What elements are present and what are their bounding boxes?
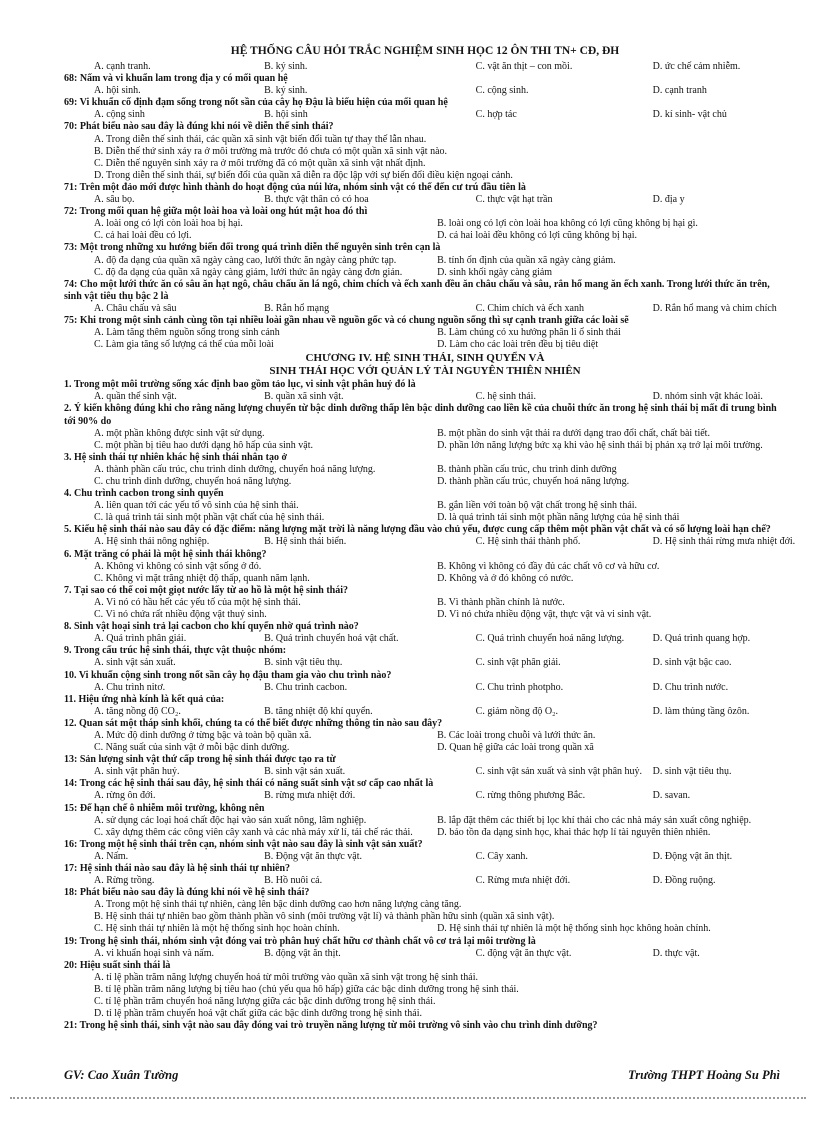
question (64, 621, 786, 645)
option-row (64, 146, 786, 158)
answer-option: A. quần thể sinh vật. (94, 391, 177, 403)
question-stem: 7. Tại sao có thể coi một giọt nước lấy từ ao hồ là một hệ sinh thái? (64, 584, 349, 596)
answer-option: B. Hệ sinh thái tự nhiên bao gồm thành phần vô sinh (môi trường vật lí) và thành phần hữu sinh (quần xã sinh vật). (94, 911, 555, 923)
answer-option: B. rừng mưa nhiệt đới. (264, 790, 356, 802)
answer-option: A. Nấm. (94, 850, 129, 862)
answer-option: A. sinh vật phân huỷ. (94, 766, 180, 778)
answer-option: C. Hệ sinh thái tự nhiên là một hệ thống sinh học hoàn chỉnh. (94, 923, 340, 935)
answer-option: D. Quá trình quang hợp. (652, 633, 751, 645)
option-row (64, 255, 786, 267)
answer-option: D. sinh khối ngày càng giảm (437, 266, 553, 278)
answer-option: C. độ đa dạng của quần xã ngày càng giảm, lưới thức ăn ngày càng đơn giản. (94, 266, 403, 278)
answer-option: D. Hệ sinh thái rừng mưa nhiệt đới. (652, 536, 796, 548)
answer-option: A. Chu trình nitơ. (94, 681, 166, 693)
answer-option: D. sinh vật tiêu thụ. (652, 766, 732, 778)
question-stem: 6. Mặt trăng có phải là một hệ sinh thái không? (64, 548, 267, 560)
answer-option: C. Quá trình chuyển hoá năng lượng. (475, 633, 625, 645)
chapter-heading (64, 352, 786, 378)
answer-option: C. Năng suất của sinh vật ở mỗi bậc dinh dưỡng. (94, 742, 290, 754)
option-row (64, 706, 786, 718)
option-row (64, 428, 786, 440)
answer-option: D. tỉ lệ phần trăm chuyển hoá vật chất giữa các bậc dinh dưỡng trong hệ sinh thái. (94, 1008, 422, 1020)
answer-option: B. tỉ lệ phần trăm năng lượng bị tiêu hao (chủ yếu qua hô hấp) giữa các bậc dinh dưỡng trong hệ sinh thái. (94, 983, 519, 995)
question (64, 839, 786, 863)
option-row (64, 1008, 786, 1020)
option-row (64, 609, 786, 621)
answer-option: B. Hệ sinh thái biển. (264, 536, 347, 548)
question-stem: 11. Hiệu ứng nhà kính là kết quả của: (64, 693, 225, 705)
question (64, 694, 786, 718)
question (64, 803, 786, 839)
answer-option: A. Rừng trồng. (94, 875, 155, 887)
answer-option: B. Làm chúng có xu hướng phân li ổ sinh thái (437, 327, 621, 339)
option-row (64, 267, 786, 279)
answer-option: D. Động vật ăn thịt. (652, 850, 733, 862)
answer-option: C. Vì nó chứa rất nhiều động vật thuỷ sinh. (94, 609, 267, 621)
option-row (64, 633, 786, 645)
option-row (64, 948, 786, 960)
option-row (64, 500, 786, 512)
answer-option: C. Cây xanh. (475, 850, 528, 862)
answer-option: C. sinh vật sản xuất và sinh vật phân huỷ. (475, 766, 643, 778)
option-row (64, 984, 786, 996)
option-row (64, 851, 786, 863)
answer-option: A. hội sinh. (94, 85, 141, 97)
answer-option: C. sinh vật phân giải. (475, 657, 561, 669)
answer-option: C. Chu trình photpho. (475, 681, 564, 693)
option-row (64, 875, 786, 887)
answer-option: A. tỉ lệ phần trăm năng lượng chuyển hoá từ môi trường vào quần xã sinh vật trong hệ sinh thái. (94, 971, 478, 983)
answer-option: C. Diễn thế nguyên sinh xảy ra ở môi trường đã có một quần xã sinh vật nhất định. (94, 157, 426, 169)
answer-option: A. độ đa dạng của quần xã ngày càng cao, lưới thức ăn ngày càng phức tạp. (94, 254, 397, 266)
option-row (64, 230, 786, 242)
answer-option: B. Quá trình chuyển hoá vật chất. (264, 633, 399, 645)
answer-option: A. Làm tăng thêm nguồn sống trong sinh cảnh (94, 327, 280, 339)
chapter-title-line1: CHƯƠNG IV. HỆ SINH THÁI, SINH QUYỂN VÀ (305, 352, 545, 365)
answer-option: A. liên quan tới các yếu tố vô sinh của hệ sinh thái. (94, 500, 299, 512)
option-row (64, 899, 786, 911)
answer-option: A. loài ong có lợi còn loài hoa bị hại. (94, 218, 243, 230)
option-row (64, 170, 786, 182)
answer-option: C. cả hai loài đều có lợi. (94, 230, 192, 242)
option-row (64, 440, 786, 452)
question (64, 315, 786, 351)
answer-option: D. Đồng ruộng. (652, 875, 716, 887)
option-row (64, 790, 786, 802)
answer-option: B. động vật ăn thịt. (264, 947, 341, 959)
answer-option: B. quần xã sinh vật. (264, 391, 344, 403)
question (64, 121, 786, 181)
option-row (64, 327, 786, 339)
question-stem: 2. Ý kiến không đúng khi cho rằng năng lượng chuyển từ bậc dinh dưỡng thấp lên bậc dinh dưỡng cao liền kề của chuỗi thức ăn trong hệ sinh thái bị mất đi trung bình tới 90% do (64, 403, 777, 427)
question (64, 97, 786, 121)
answer-option: D. cả hai loài đều không có lợi cũng không bị hại. (437, 230, 638, 242)
answer-option: C. Hệ sinh thái thành phố. (475, 536, 581, 548)
question-stem: 74: Cho một lưới thức ăn có sâu ăn hạt ngô, châu chấu ăn lá ngô, chim chích và ếch xanh đều ăn châu chấu và sâu, rắn hổ mang ăn ếch xanh. Trong lưới thức ăn trên, sinh vật tiêu thụ bậc 2 là (64, 278, 770, 302)
footer-teacher-name: GV: Cao Xuân Tường (64, 1067, 179, 1082)
answer-option: D. là quá trình tái sinh một phần năng lượng của hệ sinh thái (437, 512, 680, 524)
question-stem: 3. Hệ sinh thái tự nhiên khác hệ sinh thái nhân tạo ở (64, 451, 287, 463)
option-row (64, 464, 786, 476)
answer-option: C. Không vì mặt trăng nhiệt độ thấp, quanh năm lạnh. (94, 572, 310, 584)
answer-option: D. cạnh tranh (652, 85, 707, 97)
answer-option: A. Quá trình phân giải. (94, 633, 187, 645)
answer-option: C. động vật ăn thực vật. (475, 947, 572, 959)
question-stem: 20: Hiệu suất sinh thái là (64, 959, 171, 971)
option-row (64, 512, 786, 524)
answer-option: A. sâu bọ. (94, 194, 135, 206)
answer-option: B. tăng nhiệt độ khí quyển. (264, 705, 373, 717)
question-stem: 5. Kiểu hệ sinh thái nào sau đây có đặc điểm: năng lượng mặt trời là năng lượng đầu vào chủ yếu, được cung cấp thêm một phần vật chất và có số lượng loài hạn chế? (64, 524, 771, 536)
answer-option: A. rừng ôn đới. (94, 790, 156, 802)
answer-option: C. hệ sinh thái. (475, 391, 536, 403)
answer-option: C. tỉ lệ phần trăm chuyển hoá năng lượng giữa các bậc dinh dưỡng trong hệ sinh thái. (94, 996, 436, 1008)
answer-option: A. Trong diễn thế sinh thái, các quần xã sinh vật biến đổi tuần tự thay thế lẫn nhau. (94, 133, 427, 145)
question (64, 718, 786, 754)
answer-option: B. thành phần cấu trúc, chu trình dinh dưỡng (437, 463, 617, 475)
question (64, 863, 786, 887)
option-row (64, 682, 786, 694)
page-footer (64, 1069, 780, 1081)
answer-option: B. Chu trình cacbon. (264, 681, 348, 693)
question-stem: 73: Một trong những xu hướng biến đổi trong quá trình diễn thế nguyên sinh trên cạn là (64, 242, 441, 254)
answer-option: B. Vì thành phần chính là nước. (437, 596, 565, 608)
answer-option: B. lắp đặt thêm các thiết bị lọc khí thải cho các nhà máy sản xuất công nghiệp. (437, 814, 752, 826)
option-row (64, 476, 786, 488)
option-row (64, 766, 786, 778)
section-questions-1-21 (64, 379, 796, 1032)
option-row (64, 657, 786, 669)
question-stem: 75: Khi trong một sinh cảnh cùng tồn tại nhiều loài gần nhau về nguồn gốc và có chung nguồn sống thì sự cạnh tranh giữa các loài sẽ (64, 314, 629, 326)
option-row (64, 339, 786, 351)
question (64, 279, 786, 315)
answer-option: A. Vì nó có hầu hết các yếu tố của một hệ sinh thái. (94, 596, 301, 608)
answer-option: C. thực vật hạt trần (475, 194, 553, 206)
question (64, 754, 786, 778)
option-row (64, 158, 786, 170)
answer-option: B. Không vì không có đầy đủ các chất vô cơ và hữu cơ. (437, 560, 660, 572)
answer-option: A. Hệ sinh thái nông nghiệp. (94, 536, 210, 548)
answer-option: B. Động vật ăn thực vật. (264, 850, 362, 862)
answer-option: B. sinh vật tiêu thụ. (264, 657, 343, 669)
question (64, 645, 786, 669)
answer-option: C. Làm gia tăng số lượng cá thể của mỗi loài (94, 339, 274, 351)
answer-option: A. Trong một hệ sinh thái tự nhiên, càng lên bậc dinh dưỡng cao hơn năng lượng càng tăng. (94, 899, 462, 911)
question-stem: 17: Hệ sinh thái nào sau đây là hệ sinh thái tự nhiên? (64, 863, 291, 874)
question-stem: 9. Trong cấu trúc hệ sinh thái, thực vật thuộc nhóm: (64, 645, 287, 657)
page-title: HỆ THỐNG CÂU HỎI TRẮC NGHIỆM SINH HỌC 12 ÔN THI TN+ CĐ, ĐH (230, 45, 620, 57)
answer-option: A. tăng nồng độ CO₂. (94, 705, 181, 717)
question-stem: 8. Sinh vật hoại sinh trả lại cacbon cho khí quyển nhờ quá trình nào? (64, 621, 359, 633)
question (64, 182, 786, 206)
answer-option: C. vật ăn thịt – con mồi. (475, 61, 573, 72)
option-row (64, 972, 786, 984)
question (64, 778, 786, 802)
question-stem: 19: Trong hệ sinh thái, nhóm sinh vật đóng vai trò phân huỷ chất hữu cơ thành chất vô cơ trả lại môi trường là (64, 935, 536, 947)
question (64, 670, 786, 694)
question-stem: 4. Chu trình cacbon trong sinh quyển (64, 488, 224, 500)
answer-option: B. ký sinh. (264, 61, 308, 72)
answer-option: C. một phần bị tiêu hao dưới dạng hô hấp của sinh vật. (94, 439, 314, 451)
answer-option: D. Không và ở đó không có nước. (437, 572, 574, 584)
option-row (64, 218, 786, 230)
option-row (64, 85, 786, 97)
answer-option: A. Châu chấu và sâu (94, 302, 177, 314)
option-row (64, 742, 786, 754)
answer-option: D. Rắn hổ mang và chim chích (652, 302, 777, 314)
question-stem: 1. Trong một môi trường sống xác định bao gồm tảo lục, vi sinh vật phân huỷ đó là (64, 379, 416, 391)
question (64, 524, 796, 548)
question-stem: 70: Phát biểu nào sau đây là đúng khi nói về diễn thế sinh thái? (64, 121, 334, 133)
question (64, 1020, 786, 1032)
answer-option: D. Làm cho các loài trên đều bị tiêu diệt (437, 339, 599, 351)
answer-option: D. thành phần cấu trúc, chuyển hoá năng lượng. (437, 476, 630, 487)
answer-option: D. savan. (652, 790, 691, 802)
question (64, 242, 786, 278)
answer-option: D. thực vật. (652, 947, 700, 959)
answer-option: D. phần lớn năng lượng bức xạ khi vào hệ sinh thái bị phản xạ trở lại môi trường. (437, 439, 763, 451)
option-row (64, 923, 786, 935)
option-row (64, 61, 786, 73)
question-stem: 13: Sản lượng sinh vật thứ cấp trong hệ sinh thái được tạo ra từ (64, 754, 336, 766)
question-stem: 14: Trong các hệ sinh thái sau đây, hệ sinh thái có năng suất sinh vật sơ cấp cao nhất là (64, 778, 434, 790)
option-row (64, 109, 786, 121)
answer-option: D. sinh vật bậc cao. (652, 657, 732, 669)
question (64, 61, 786, 73)
question-stem: 72: Trong mối quan hệ giữa một loài hoa và loài ong hút mật hoa đó thì (64, 206, 368, 218)
answer-option: D. bảo tồn đa dạng sinh học, khai thác hợp lí tài nguyên thiên nhiên. (437, 826, 711, 838)
question (64, 549, 786, 585)
answer-option: C. Chim chích và ếch xanh (475, 302, 584, 314)
question (64, 887, 786, 935)
question (64, 488, 786, 524)
answer-option: C. là quá trình tái sinh một phần vật chất của hệ sinh thái. (94, 512, 325, 524)
question (64, 206, 786, 242)
option-row (64, 573, 786, 585)
option-row (64, 134, 786, 146)
question (64, 73, 786, 97)
answer-option: B. Diễn thế thứ sinh xảy ra ở môi trường mà trước đó chưa có một quần xã sinh vật nào. (94, 145, 448, 157)
answer-option: D. Hệ sinh thái tự nhiên là một hệ thống sinh học không hoàn chỉnh. (437, 923, 711, 935)
question (64, 379, 786, 403)
question (64, 403, 786, 451)
answer-option: B. tính ổn định của quần xã ngày càng giảm. (437, 254, 616, 266)
answer-option: B. Hồ nuôi cá. (264, 875, 323, 887)
answer-option: D. Chu trình nước. (652, 681, 729, 693)
question (64, 936, 786, 960)
option-row (64, 911, 786, 923)
answer-option: B. gắn liền với toàn bộ vật chất trong hệ sinh thái. (437, 500, 638, 512)
footer-school-name: Trường THPT Hoàng Su Phì (628, 1067, 780, 1082)
answer-option: C. giảm nồng độ O₂. (475, 705, 559, 717)
question (64, 585, 786, 621)
answer-option: A. vi khuẩn hoại sinh và nấm. (94, 947, 214, 959)
option-row (64, 561, 786, 573)
answer-option: A. sử dụng các loại hoá chất độc hại vào sản xuất nông, lâm nghiệp. (94, 814, 367, 826)
answer-option: D. Trong diễn thế sinh thái, sự biến đổi của quần xã diễn ra độc lập với sự biến đổi điều kiện ngoại cảnh. (94, 169, 513, 181)
option-row (64, 536, 796, 548)
option-row (64, 730, 786, 742)
answer-option: D. kí sinh- vật chủ (652, 109, 727, 121)
question-stem: 69: Vi khuẩn cố định đạm sống trong nốt sần của cây họ Đậu là biểu hiện của mối quan hệ (64, 97, 448, 109)
answer-option: D. Quan hệ giữa các loài trong quần xã (437, 742, 594, 754)
chapter-title-line2: SINH THÁI HỌC VỚI QUẢN LÝ TÀI NGUYÊN THIÊN NHIÊN (269, 365, 581, 378)
answer-option: A. cộng sinh (94, 109, 145, 121)
bottom-dotted-line (10, 1097, 806, 1099)
question (64, 960, 786, 1020)
answer-option: A. cạnh tranh. (94, 61, 151, 72)
answer-option: A. Mức độ dinh dưỡng ở từng bậc và toàn bộ quần xã. (94, 729, 312, 741)
question (64, 452, 786, 488)
answer-option: D. nhóm sinh vật khác loài. (652, 391, 763, 403)
answer-option: B. Các loài trong chuỗi và lưới thức ăn. (437, 729, 596, 741)
answer-option: A. một phần không được sinh vật sử dụng. (94, 427, 265, 439)
option-row (64, 194, 786, 206)
answer-option: B. một phần do sinh vật thải ra dưới dạng trao đổi chất, chất bài tiết. (437, 427, 710, 439)
option-row (64, 303, 786, 315)
answer-option: C. xây dựng thêm các công viên cây xanh và các nhà máy xử lí, tái chế rác thải. (94, 826, 413, 838)
answer-option: C. Rừng mưa nhiệt đới. (475, 875, 571, 887)
answer-option: B. Rắn hổ mạng (264, 302, 330, 314)
question-stem: 18: Phát biểu nào sau đây là đúng khi nói về hệ sinh thái? (64, 887, 310, 899)
answer-option: D. địa y (652, 194, 685, 206)
question-stem: 15: Để hạn chế ô nhiễm môi trường, không nên (64, 802, 265, 814)
answer-option: B. sinh vật sản xuất. (264, 766, 346, 778)
answer-option: B. ký sinh. (264, 85, 308, 97)
question-stem: 10. Vi khuẩn cộng sinh trong nốt sần cây họ đậu tham gia vào chu trình nào? (64, 669, 392, 681)
question-stem: 12. Quan sát một tháp sinh khối, chúng ta có thể biết được những thông tin nào sau đây? (64, 717, 443, 729)
answer-option: D. làm thủng tầng ôzôn. (652, 705, 750, 717)
answer-option: C. cộng sinh. (475, 85, 529, 97)
option-row (64, 815, 786, 827)
answer-option: B. loài ong có lợi còn loài hoa không có lợi cũng không bị hại gì. (437, 218, 698, 230)
option-row (64, 996, 786, 1008)
answer-option: D. ức chế cảm nhiễm. (652, 61, 741, 72)
question-stem: 16: Trong một hệ sinh thái trên cạn, nhóm sinh vật nào sau đây là sinh vật sản xuất? (64, 838, 423, 850)
answer-option: C. chu trình dinh dưỡng, chuyển hoá năng lượng. (94, 476, 292, 487)
question-stem: 21: Trong hệ sinh thái, sinh vật nào sau đây đóng vai trò truyền năng lượng từ môi trường vô sinh vào chu trình dinh dưỡng? (64, 1020, 598, 1032)
option-row (64, 597, 786, 609)
option-row (64, 391, 786, 403)
question-stem: 68: Nấm và vi khuẩn lam trong địa y có mối quan hệ (64, 73, 288, 85)
option-row (64, 827, 786, 839)
answer-option: B. thực vật thân cỏ có hoa (264, 194, 369, 206)
answer-option: D. Vì nó chứa nhiều động vật, thực vật và vi sinh vật. (437, 609, 652, 621)
answer-option: C. hợp tác (475, 109, 517, 121)
answer-option: A. sinh vật sản xuất. (94, 657, 176, 669)
answer-option: B. hội sinh (264, 109, 308, 121)
answer-option: C. rừng thông phương Bắc. (475, 790, 586, 802)
answer-option: A. thành phần cấu trúc, chu trình dinh dưỡng, chuyển hoá năng lượng. (94, 463, 376, 475)
question-stem: 71: Trên một đảo mới được hình thành do hoạt động của núi lửa, nhóm sinh vật có thể đến cư trú đầu tiên là (64, 181, 526, 193)
section-questions-67-75 (64, 61, 786, 351)
answer-option: A. Không vì không có sinh vật sống ở đó. (94, 560, 262, 572)
